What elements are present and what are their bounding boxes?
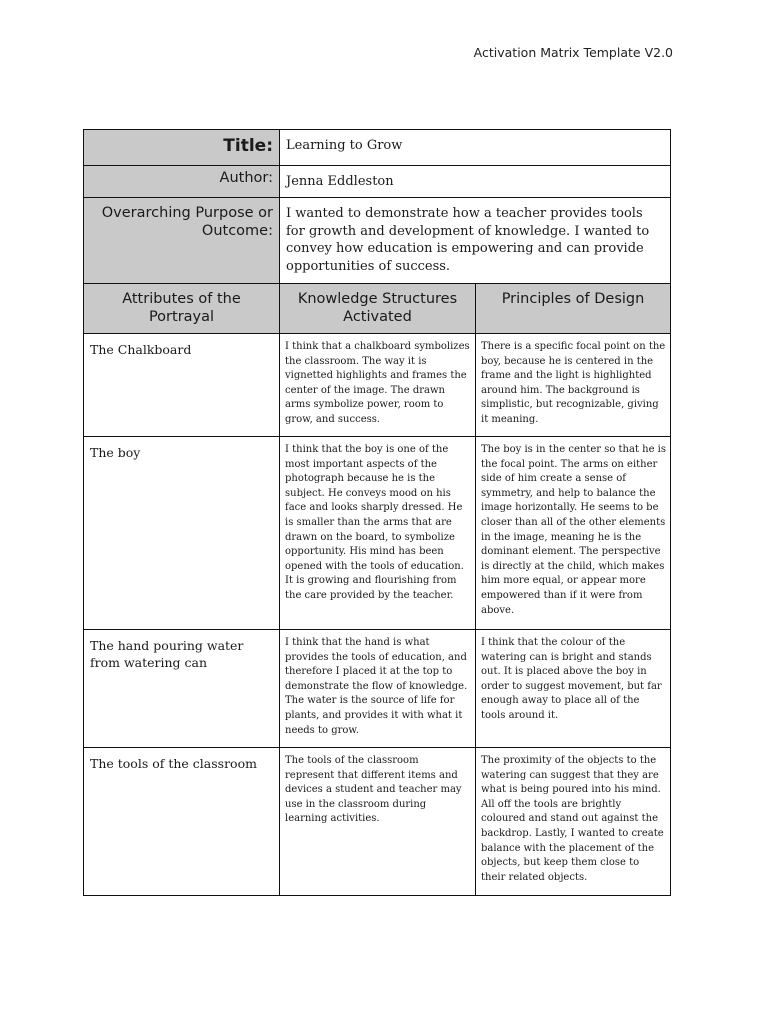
knowledge-cell: The tools of the classroom represent that different items and devices a student and teacher may use in the classroom during learning activities. — [280, 748, 476, 896]
table-row — [84, 334, 671, 437]
title-label: Title: — [84, 130, 280, 166]
knowledge-cell: I think that a chalkboard symbolizes the classroom. The way it is vignetted highlights and frames the center of the image. The drawn arms symbolize power, room to grow, and success. — [280, 334, 476, 437]
principles-cell: The proximity of the objects to the watering can suggest that they are what is being poured into his mind. All off the tools are brightly coloured and stand out against the backdrop. Lastly, I wanted to create balance with the placement of the objects, but keep them close to their related objects. — [476, 748, 671, 896]
attribute-cell: The hand pouring water from watering can — [84, 630, 280, 748]
table-row — [84, 630, 671, 748]
author-label: Author: — [84, 166, 280, 198]
principles-cell: The boy is in the center so that he is the focal point. The arms on either side of him create a sense of symmetry, and help to balance the image horizontally. He seems to be closer than all of the other elements in the image, meaning he is the dominant element. The perspective is directly at the child, which makes him more equal, or appear more empowered than if it were from above. — [476, 437, 671, 630]
table-row — [84, 748, 671, 896]
attribute-cell: The tools of the classroom — [84, 748, 280, 896]
purpose-value: I wanted to demonstrate how a teacher provides tools for growth and development of knowledge. I wanted to convey how education is empowering and can provide opportunities of success. — [280, 198, 671, 284]
column-header-principles: Principles of Design — [476, 284, 671, 334]
table-row — [84, 437, 671, 630]
knowledge-cell: I think that the hand is what provides the tools of education, and therefore I placed it at the top to demonstrate the flow of knowledge. The water is the source of life for plants, and provides it with what it needs to grow. — [280, 630, 476, 748]
author-value: Jenna Eddleston — [280, 166, 671, 198]
knowledge-cell: I think that the boy is one of the most important aspects of the photograph because he is the subject. He conveys mood on his face and looks sharply dressed. He is smaller than the arms that are drawn on the board, to symbolize opportunity. His mind has been opened with the tools of education. It is growing and flourishing from the care provided by the teacher. — [280, 437, 476, 630]
author-row — [84, 166, 671, 198]
column-header-attributes: Attributes of the Portrayal — [84, 284, 280, 334]
purpose-label: Overarching Purpose or Outcome: — [84, 198, 280, 284]
template-version-label: Activation Matrix Template V2.0 — [473, 45, 673, 60]
activation-matrix-table — [83, 129, 671, 896]
title-row — [84, 130, 671, 166]
principles-cell: I think that the colour of the watering can is bright and stands out. It is placed above the boy in order to suggest movement, but far enough away to place all of the tools around it. — [476, 630, 671, 748]
title-value: Learning to Grow — [280, 130, 671, 166]
attribute-cell: The boy — [84, 437, 280, 630]
principles-cell: There is a specific focal point on the boy, because he is centered in the frame and the light is highlighted around him. The background is simplistic, but recognizable, giving it meaning. — [476, 334, 671, 437]
column-header-row — [84, 284, 671, 334]
column-header-knowledge: Knowledge Structures Activated — [280, 284, 476, 334]
purpose-row — [84, 198, 671, 284]
attribute-cell: The Chalkboard — [84, 334, 280, 437]
